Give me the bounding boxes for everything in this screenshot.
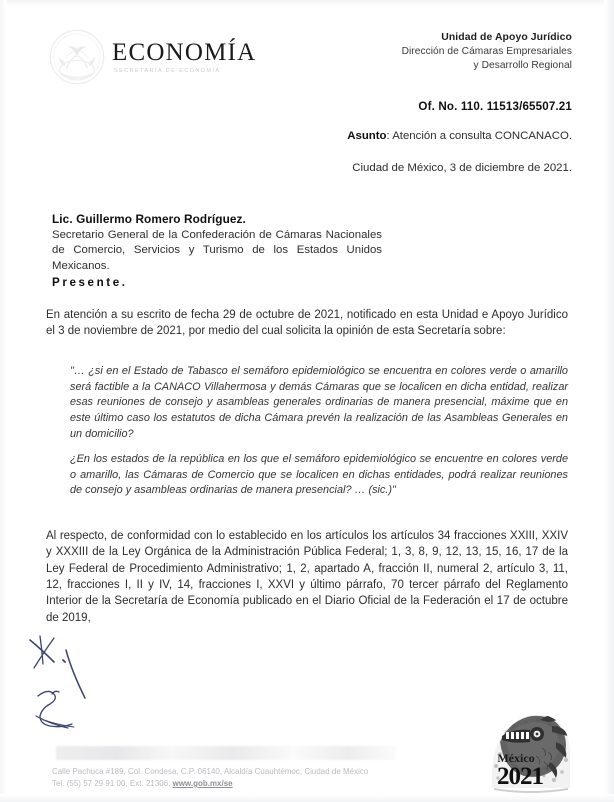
place-and-date: Ciudad de México, 3 de diciembre de 2021.	[352, 162, 572, 174]
unit-name: Unidad de Apoyo Jurídico	[441, 32, 572, 43]
subject-line	[347, 130, 572, 142]
brand-title: ECONOMÍA	[112, 38, 257, 66]
addressee-salutation: Presente.	[52, 275, 128, 289]
brand-subtitle: SECRETARÍA DE ECONOMÍA	[114, 67, 221, 74]
footer-website-link[interactable]: www.gob.mx/se	[172, 778, 233, 788]
issuing-unit-block	[402, 31, 572, 73]
quoted-question-2: ¿En los estados de la república en los que el semáforo epidemiológico se encuentre en colores verde o amarillo, las Cámaras de Comercio que se localicen en dichas entidades, podrá realizar reuniones de consejo y asambleas ordinarias de manera presencial? … (sic.)"	[70, 453, 568, 497]
legal-basis-paragraph: Al respecto, de conformidad con lo establecido en los artículos los artículos 34 fracciones XXIII, XXIV y XXXIII de la Ley Orgánica de la Administración Pública Federal; 1, 3, 8, 9, 12, 13, 15, 16, 17 de la Ley Federal de Procedimiento Administrativo; 1, 2, apartado A, fracción II, numeral 2, artículo 3, 11, 12, fracciones I, II y IV, 14, fracciones I, XXVI y último párrafo, 70 tercer párrafo del Reglamento Interior de la Secretaría de Economía publicado en el Diario Oficial de la Federación el 17 de octubre de 2019,	[46, 530, 568, 624]
footer-address: Calle Pachuca #189, Col. Condesa, C.P. 06140, Alcaldía Cuauhtémoc, Ciudad de México	[52, 767, 369, 776]
footer-phone: Tel. (55) 57 29 91 00, Ext. 21306,	[52, 778, 173, 788]
handwritten-signature-icon	[28, 628, 158, 743]
mexico-coat-of-arms-icon	[48, 28, 106, 86]
document-footer	[52, 766, 452, 790]
seal-label-year: 2021	[497, 763, 543, 790]
scan-edge-bottom	[0, 794, 614, 802]
addressee-block	[52, 212, 382, 289]
scan-edge-top	[0, 0, 614, 6]
quoted-question-1: "… ¿si en el Estado de Tabasco el semáforo epidemiológico se encuentra en colores verde o amarillo será factible a la CANACO Villahermosa y demás Cámaras que se localicen en dicha entidad, realizar esas reuniones de consejo y asambleas generales ordinarias de manera presencial, máxime que en este último caso los estatutos de dicha Cámara prevén la realización de las Asambleas Generales en un domicilio?	[70, 365, 568, 440]
intro-paragraph: En atención a su escrito de fecha 29 de octubre de 2021, notificado en esta Unidad e Apoyo Jurídico el 3 de noviembre de 2021, por medio del cual solicita la opinión de esta Secretaría sobre:	[46, 309, 568, 338]
subject-text: : Atención a consulta CONCANACO.	[386, 130, 572, 142]
addressee-name: Lic. Guillermo Romero Rodríguez.	[52, 212, 246, 226]
seal-label-mexico: México	[497, 751, 535, 765]
addressee-role: Secretario General de la Confederación de Cámaras Nacionales de Comercio, Servicios y Turismo de los Estados Unidos Mexicanos.	[52, 229, 382, 272]
document-header	[0, 20, 614, 98]
unit-division-line-2: y Desarrollo Regional	[473, 59, 572, 71]
unit-division-line-1: Dirección de Cámaras Empresariales	[401, 46, 572, 58]
footer-contact	[52, 778, 452, 790]
brand-lockup	[48, 28, 256, 86]
brand-text	[112, 40, 256, 74]
subject-label: Asunto	[347, 130, 387, 142]
scan-edge-right	[604, 0, 614, 802]
footer-watermark-band	[56, 746, 396, 760]
aztec-serpent-head-seal-icon	[484, 708, 576, 794]
office-number: Of. No. 110. 11513/65507.21	[418, 100, 572, 113]
scan-edge-left	[0, 0, 7, 802]
